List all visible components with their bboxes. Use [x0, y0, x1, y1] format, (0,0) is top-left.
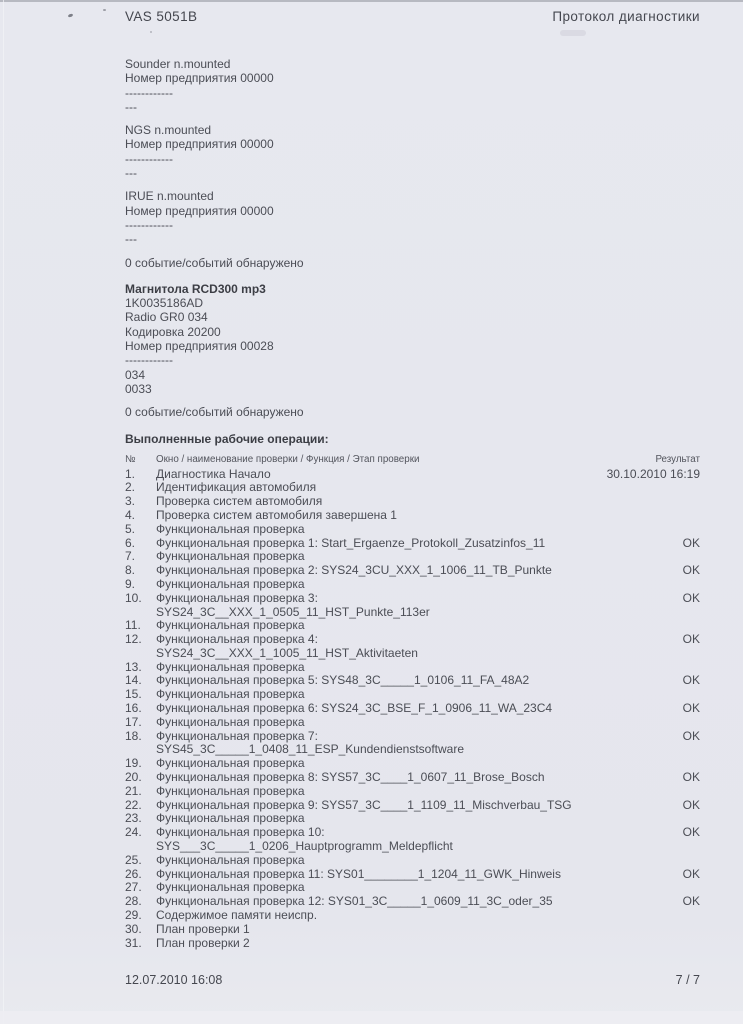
- operation-number: 5.: [125, 521, 136, 536]
- operation-number: 9.: [125, 576, 136, 591]
- operation-number: 20.: [125, 770, 142, 785]
- operation-name: [156, 688, 582, 702]
- operations-table-header: [125, 454, 700, 466]
- operation-result: [582, 550, 700, 564]
- operation-number: 18.: [125, 728, 142, 743]
- operation-row: [125, 592, 700, 620]
- operation-name: [156, 661, 582, 675]
- text-line: Номер предприятия 00028: [125, 339, 274, 354]
- operation-name: [156, 716, 582, 730]
- operation-row: [125, 937, 700, 951]
- operation-row: [125, 785, 700, 799]
- operation-name-line: Функциональная проверка: [156, 521, 305, 536]
- operation-number: 25.: [125, 852, 142, 867]
- page-footer: [125, 973, 700, 987]
- operation-name: [156, 895, 582, 909]
- operation-name-line: Функциональная проверка 1: Start_Ergaenze_Protokoll_Zusatzinfos_11: [156, 535, 546, 550]
- operation-number: 29.: [125, 908, 142, 923]
- operation-result: OK: [682, 590, 700, 605]
- operation-name: [156, 674, 582, 688]
- operation-name: [156, 509, 582, 523]
- operation-result: [582, 909, 700, 923]
- operation-result: [582, 716, 700, 730]
- operation-number: 27.: [125, 880, 142, 895]
- operation-name-line: Функциональная проверка 10:: [156, 825, 325, 840]
- operations-section: [125, 432, 700, 951]
- operation-name: [156, 868, 582, 882]
- operation-result: [582, 937, 700, 951]
- text-line: Sounder n.mounted: [125, 57, 231, 71]
- operation-name-line: Функциональная проверка 4:: [156, 632, 318, 647]
- operation-result: [582, 757, 700, 771]
- page-header: [0, 0, 743, 24]
- operation-row: [125, 909, 700, 923]
- scan-edge-bottom: [0, 1011, 743, 1024]
- operation-row: [125, 868, 700, 882]
- text-line: NGS n.mounted: [125, 123, 212, 138]
- operation-result: OK: [682, 797, 700, 812]
- operation-result: [582, 785, 700, 799]
- page-number: 7 / 7: [675, 973, 700, 987]
- text-line: 0 событие/событий обнаружено: [125, 405, 304, 420]
- operation-result: [582, 481, 700, 495]
- operation-name-line: Диагностика Начало: [156, 466, 271, 481]
- operation-name: [156, 881, 582, 895]
- text-line: 0 событие/событий обнаружено: [125, 255, 304, 270]
- operation-result: [582, 578, 700, 592]
- page-title: Протокол диагностики: [552, 9, 700, 24]
- operation-name: [156, 799, 582, 813]
- events-summary: [125, 405, 700, 419]
- column-header-name: Окно / наименование проверки / Функция / Этап проверки: [156, 453, 420, 465]
- operation-number: 24.: [125, 825, 142, 840]
- operation-number: 21.: [125, 783, 142, 798]
- operation-name-line: SYS24_3C__XXX_1_0505_11_HST_Punkte_113er: [156, 604, 430, 619]
- operation-number: 16.: [125, 701, 142, 716]
- operation-name-line: План проверки 2: [156, 935, 250, 950]
- operation-name-line: Функциональная проверка: [156, 880, 305, 895]
- operation-row: [125, 578, 700, 592]
- operation-name: [156, 757, 582, 771]
- device-block-sounder: [125, 57, 700, 114]
- operation-name-line: Содержимое памяти неиспр.: [156, 908, 318, 923]
- text-line: ---: [125, 166, 137, 181]
- operation-number: 19.: [125, 756, 142, 771]
- operation-row: [125, 495, 700, 509]
- operation-number: 22.: [125, 797, 142, 812]
- operation-row: [125, 923, 700, 937]
- operation-row: [125, 537, 700, 551]
- operation-result: OK: [682, 563, 700, 578]
- operation-row: [125, 881, 700, 895]
- operation-row: [125, 688, 700, 702]
- text-line: 034: [125, 367, 146, 382]
- operation-number: 31.: [125, 935, 142, 950]
- operation-name-line: Функциональная проверка: [156, 659, 305, 674]
- device-block-ngs: [125, 123, 700, 180]
- operation-name: [156, 702, 582, 716]
- operation-row: [125, 523, 700, 537]
- operation-result: [582, 661, 700, 675]
- text-line: ---: [125, 99, 137, 114]
- operation-row: [125, 730, 700, 758]
- operation-name: [156, 785, 582, 799]
- operation-name-line: Функциональная проверка 9: SYS57_3C____1_1109_11_Mischverbau_TSG: [156, 797, 572, 812]
- operation-result: [582, 923, 700, 937]
- operation-number: 1.: [125, 466, 136, 481]
- operation-name: [156, 854, 582, 868]
- device-blocks: [125, 57, 700, 420]
- operations-table-body: [125, 468, 700, 951]
- operation-row: [125, 799, 700, 813]
- operation-result: [582, 688, 700, 702]
- operation-name-line: Идентификация автомобиля: [156, 480, 317, 495]
- operation-name-line: План проверки 1: [156, 921, 250, 936]
- operation-row: [125, 702, 700, 716]
- operation-name: [156, 730, 582, 758]
- operations-title: Выполненные рабочие операции:: [125, 431, 329, 446]
- text-line: Магнитола RCD300 mp3: [125, 281, 266, 296]
- device-block-irue: [125, 189, 700, 246]
- operation-name-line: Функциональная проверка 2: SYS24_3CU_XXX_1_1006_11_TB_Punkte: [156, 563, 552, 578]
- operation-number: 26.: [125, 866, 142, 881]
- operation-number: 2.: [125, 480, 136, 495]
- operation-row: [125, 619, 700, 633]
- operation-name-line: Функциональная проверка 5: SYS48_3C_____1_0106_11_FA_48A2: [156, 673, 530, 688]
- scan-artifact: [150, 31, 152, 33]
- operation-name-line: SYS45_3C_____1_0408_11_ESP_Kundendienstsoftware: [156, 742, 465, 757]
- operation-name: [156, 481, 582, 495]
- operation-name-line: Функциональная проверка: [156, 852, 305, 867]
- operation-row: [125, 509, 700, 523]
- operation-name-line: Функциональная проверка: [156, 687, 305, 702]
- operation-row: [125, 895, 700, 909]
- events-summary: [125, 256, 700, 270]
- operation-result: [582, 495, 700, 509]
- operation-result: OK: [682, 894, 700, 909]
- operation-number: 12.: [125, 632, 142, 647]
- operation-row: [125, 812, 700, 826]
- scan-artifact: [103, 9, 106, 11]
- operation-name-line: SYS24_3C__XXX_1_1005_11_HST_Aktivitaeten: [156, 645, 418, 660]
- operation-name: [156, 771, 582, 785]
- operation-name-line: Функциональная проверка: [156, 576, 305, 591]
- operation-number: 30.: [125, 921, 142, 936]
- operation-row: [125, 854, 700, 868]
- text-line: Номер предприятия 00000: [125, 71, 274, 86]
- text-line: ------------: [125, 217, 173, 232]
- text-line: ---: [125, 232, 137, 247]
- operation-name-line: Проверка систем автомобиля завершена 1: [156, 507, 397, 522]
- operation-name: [156, 523, 582, 537]
- operation-result: OK: [682, 728, 700, 743]
- operation-name-line: Функциональная проверка: [156, 783, 305, 798]
- operation-name-line: Функциональная проверка: [156, 618, 305, 633]
- operation-row: [125, 757, 700, 771]
- text-line: ------------: [125, 85, 173, 100]
- operation-name-line: Функциональная проверка 6: SYS24_3C_BSE_F_1_0906_11_WA_23C4: [156, 701, 553, 716]
- operation-name-line: Функциональная проверка: [156, 714, 305, 729]
- operation-number: 8.: [125, 563, 136, 578]
- operation-name-line: Функциональная проверка: [156, 756, 305, 771]
- operation-row: [125, 468, 700, 482]
- operation-number: 17.: [125, 714, 142, 729]
- text-line: 0033: [125, 381, 152, 396]
- text-line: ------------: [125, 353, 173, 368]
- text-line: Номер предприятия 00000: [125, 137, 274, 152]
- operation-result: [582, 619, 700, 633]
- column-header-number: №: [125, 453, 136, 465]
- operation-name-line: Функциональная проверка 11: SYS01________1_1204_11_GWK_Hinweis: [156, 866, 561, 881]
- operation-name: [156, 633, 582, 661]
- operation-name: [156, 923, 582, 937]
- operation-name-line: SYS___3C_____1_0206_Hauptprogramm_Meldepflicht: [156, 839, 453, 854]
- operation-name: [156, 592, 582, 620]
- operation-name: [156, 495, 582, 509]
- operation-result: [582, 812, 700, 826]
- operation-name: [156, 468, 582, 482]
- scan-edge-left: [3, 0, 4, 1024]
- operation-number: 13.: [125, 659, 142, 674]
- operation-row: [125, 826, 700, 854]
- operation-result: [582, 854, 700, 868]
- report-body: [125, 57, 700, 950]
- operation-row: [125, 674, 700, 688]
- operation-name-line: Проверка систем автомобиля: [156, 494, 323, 509]
- operation-number: 7.: [125, 549, 136, 564]
- operation-number: 6.: [125, 535, 136, 550]
- operation-result: 30.10.2010 16:19: [606, 466, 700, 481]
- operation-name-line: Функциональная проверка: [156, 549, 305, 564]
- operation-name-line: Функциональная проверка 7:: [156, 728, 318, 743]
- operation-result: [582, 509, 700, 523]
- operation-name: [156, 937, 582, 951]
- operation-row: [125, 771, 700, 785]
- operation-name: [156, 826, 582, 854]
- operation-result: OK: [682, 701, 700, 716]
- operation-number: 4.: [125, 507, 136, 522]
- operation-result: OK: [682, 632, 700, 647]
- operation-name-line: Функциональная проверка 8: SYS57_3C____1_0607_11_Brose_Bosch: [156, 770, 545, 785]
- operation-name-line: Функциональная проверка 3:: [156, 590, 318, 605]
- text-line: Radio GR0 034: [125, 310, 208, 325]
- operation-row: [125, 661, 700, 675]
- operation-name: [156, 812, 582, 826]
- operation-number: 3.: [125, 494, 136, 509]
- scan-artifact: [560, 30, 586, 36]
- operation-number: 14.: [125, 673, 142, 688]
- device-title: VAS 5051B: [125, 9, 198, 24]
- operation-name: [156, 909, 582, 923]
- operation-row: [125, 550, 700, 564]
- operation-result: OK: [682, 825, 700, 840]
- operation-result: OK: [682, 866, 700, 881]
- operation-row: [125, 716, 700, 730]
- operation-number: 23.: [125, 811, 142, 826]
- text-line: Номер предприятия 00000: [125, 203, 274, 218]
- operation-name-line: Функциональная проверка: [156, 811, 305, 826]
- operation-row: [125, 564, 700, 578]
- operation-name: [156, 578, 582, 592]
- operation-result: OK: [682, 535, 700, 550]
- text-line: 1K0035186AD: [125, 296, 204, 311]
- operation-result: [582, 881, 700, 895]
- operation-row: [125, 633, 700, 661]
- operation-result: [582, 523, 700, 537]
- operation-result: OK: [682, 770, 700, 785]
- text-line: IRUE n.mounted: [125, 189, 214, 204]
- print-timestamp: 12.07.2010 16:08: [125, 973, 223, 987]
- scan-edge-top: [0, 0, 743, 2]
- device-block-rcd300: [125, 282, 700, 396]
- text-line: ------------: [125, 151, 173, 166]
- operation-name: [156, 564, 582, 578]
- operation-name: [156, 619, 582, 633]
- text-line: Кодировка 20200: [125, 324, 221, 339]
- column-header-result: Результат: [655, 453, 700, 465]
- operation-name-line: Функциональная проверка 12: SYS01_3C_____1_0609_11_3C_oder_35: [156, 894, 553, 909]
- operation-number: 15.: [125, 687, 142, 702]
- operation-number: 28.: [125, 894, 142, 909]
- operation-number: 10.: [125, 590, 142, 605]
- operation-row: [125, 481, 700, 495]
- operation-name: [156, 537, 582, 551]
- operation-name: [156, 550, 582, 564]
- operation-number: 11.: [125, 618, 141, 633]
- operation-result: OK: [682, 673, 700, 688]
